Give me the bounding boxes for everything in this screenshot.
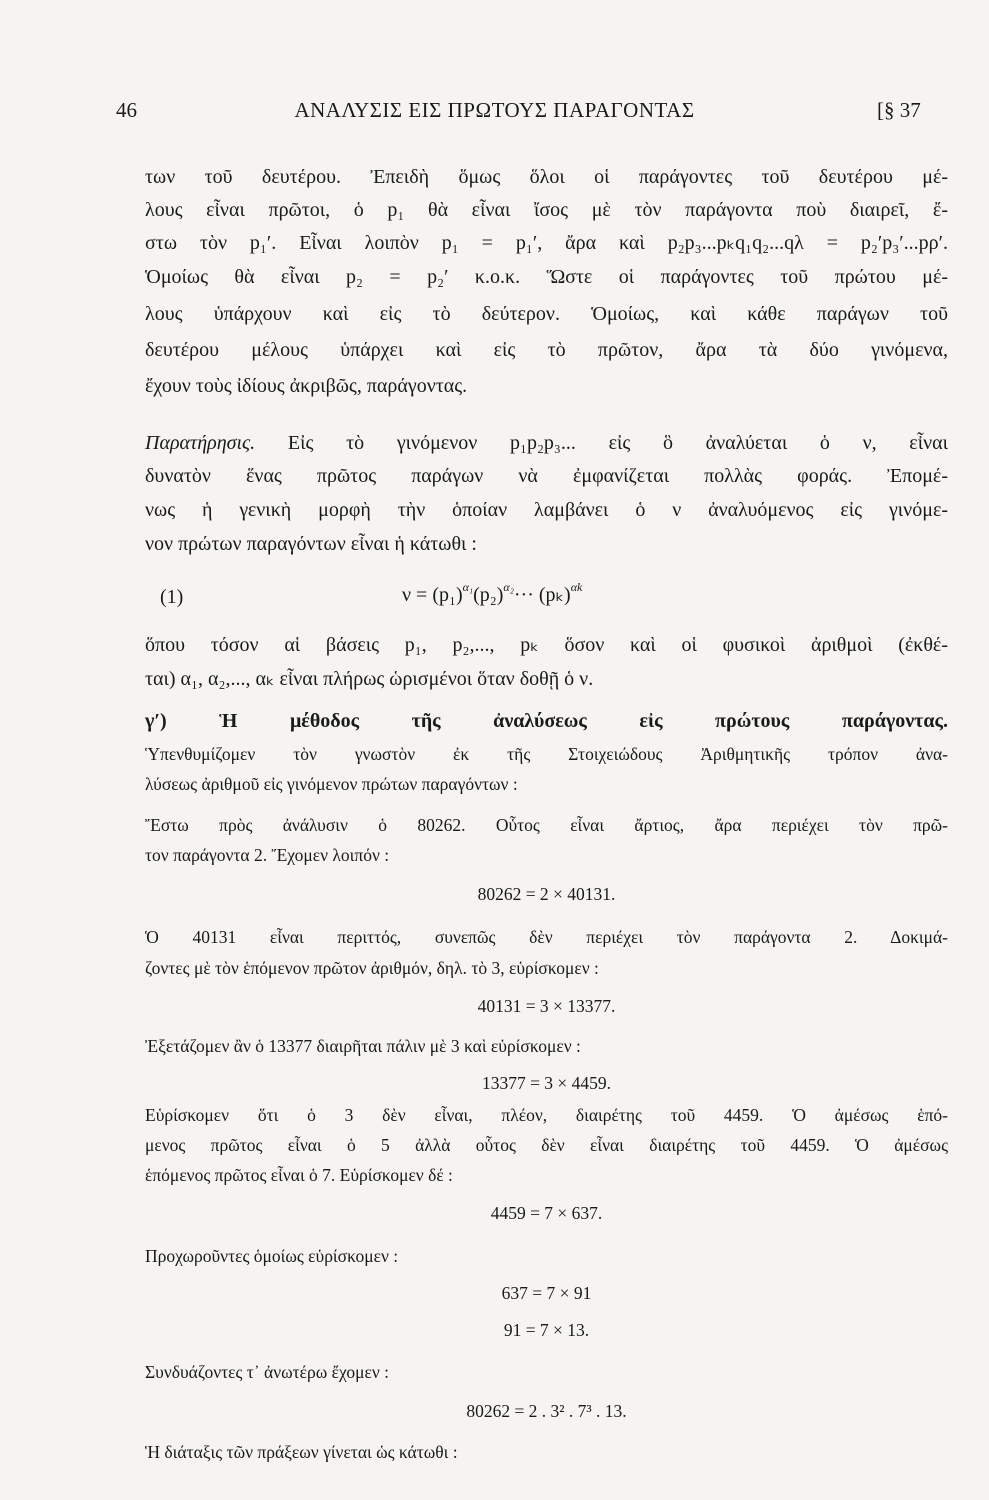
equation: 91 = 7 × 13. [503,1320,590,1340]
equation: 4459 = 7 × 637. [490,1203,603,1223]
section-heading [145,709,948,733]
equation: 80262 = 2 × 40131. [477,884,616,904]
equation: 637 = 7 × 91 [501,1283,592,1303]
text-line: λους ὑπάρχουν καὶ εἰς τὸ δεύτερον. Ὁμοίως, καὶ κάθε παράγων τοῦ [145,303,948,325]
text-line: Συνδυάζοντες τ᾿ ἀνωτέρω ἔχομεν : [145,1362,389,1382]
running-header [0,98,989,130]
formula-number: (1) [160,586,184,608]
formula-1 [160,580,948,612]
text-line: στω τὸν p₁′. Εἶναι λοιπὸν p₁ = p₁′, ἄρα καὶ p₂p₃...pₖq₁q₂...qλ = p₂′p₃′...pρ′. [145,232,948,254]
text-line: ἔχουν τοὺς ἰδίους ἀκριβῶς, παράγοντας. [145,375,468,397]
formula-term: (p₂) [473,584,504,606]
text-line: Προχωροῦντες ὁμοίως εὑρίσκομεν : [145,1246,399,1266]
page-number: 46 [116,98,137,122]
section-marker: [§ 37 [877,98,921,122]
text-line: ὅπου τόσον αἱ βάσεις p₁, p₂,..., pₖ ὅσον καὶ οἱ φυσικοὶ ἀριθμοὶ (ἐκθέ- [145,634,948,656]
formula-exponent: αk [570,580,583,594]
text-line: δυνατὸν ἕνας πρῶτος παράγων νὰ ἐμφανίζεται πολλὰς φοράς. Ἐπομέ- [145,465,948,487]
remark-label: Παρατήρησις. [145,432,256,454]
text-line: νον πρώτων παραγόντων εἶναι ἡ κάτωθι : [145,533,477,555]
formula-term: ν = (p₁) [402,584,463,606]
text-line: ται) α₁, α₂,..., αₖ εἶναι πλήρως ὡρισμένοι ὅταν δοθῇ ὁ ν. [145,668,594,690]
text-line: Ὁμοίως θὰ εἶναι p₂ = p₂′ κ.ο.κ. Ὥστε οἱ παράγοντες τοῦ πρώτου μέ- [145,266,948,288]
running-title: ΑΝΑΛΥΣΙΣ ΕΙΣ ΠΡΩΤΟΥΣ ΠΑΡΑΓΟΝΤΑΣ [294,98,695,122]
text-line: Ἔστω πρὸς ἀνάλυσιν ὁ 80262. Οὗτος εἶναι ἄρτιος, ἄρα περιέχει τὸν πρῶ- [145,815,948,835]
formula-expression [402,580,582,607]
formula-exponent: α₂ [503,580,514,594]
text-line: ζοντες μὲ τὸν ἑπόμενον πρῶτον ἀριθμόν, δηλ. τὸ 3, εὑρίσκομεν : [145,958,599,978]
equation: 40131 = 3 × 13377. [477,996,616,1016]
formula-term: ··· (pₖ) [513,584,571,606]
heading-text: γ′) Ἡ μέθοδος τῆς ἀναλύσεως εἰς πρώτους παράγοντας. [145,710,948,732]
equation: 13377 = 3 × 4459. [481,1073,612,1093]
text-line: λύσεως ἀριθμοῦ εἰς γινόμενον πρώτων παραγόντων : [145,774,518,794]
equation: 80262 = 2 . 3² . 7³ . 13. [466,1401,627,1421]
text-line: Ὁ 40131 εἶναι περιττός, συνεπῶς δὲν περιέχει τὸν παράγοντα 2. Δοκιμά- [145,927,948,947]
text-line: ἑπόμενος πρῶτος εἶναι ὁ 7. Εὑρίσκομεν δέ : [145,1165,453,1185]
text-line: μενος πρῶτος εἶναι ὁ 5 ἀλλὰ οὗτος δὲν εἶναι διαιρέτης τοῦ 4459. Ὁ ἀμέσως [145,1135,948,1155]
text-line: Ἡ διάταξις τῶν πράξεων γίνεται ὡς κάτωθι : [145,1442,458,1462]
text-line: τον παράγοντα 2. Ἔχομεν λοιπόν : [145,845,390,865]
text-line: Ἐξετάζομεν ἂν ὁ 13377 διαιρῆται πάλιν μὲ 3 καὶ εὑρίσκομεν : [145,1036,581,1056]
text-line: των τοῦ δευτέρου. Ἐπειδὴ ὅμως ὅλοι οἱ παράγοντες τοῦ δευτέρου μέ- [145,166,948,188]
text-line: νως ἡ γενικὴ μορφὴ τὴν ὁποίαν λαμβάνει ὁ ν ἀναλυόμενος εἰς γινόμε- [145,499,948,521]
formula-exponent: α₁ [462,580,474,594]
text-line: λους εἶναι πρῶτοι, ὁ p₁ θὰ εἶναι ἴσος μὲ τὸν παράγοντα ποὺ διαιρεῖ, ἔ- [145,199,948,221]
text-span: Εἰς τὸ γινόμενον p₁p₂p₃... εἰς ὃ ἀναλύεται ὁ ν, εἶναι [255,432,948,454]
text-line: δευτέρου μέλους ὑπάρχει καὶ εἰς τὸ πρῶτον, ἄρα τὰ δύο γινόμενα, [145,339,948,361]
text-line: Ὑπενθυμίζομεν τὸν γνωστὸν ἐκ τῆς Στοιχειώδους Ἀριθμητικῆς τρόπον ἀνα- [145,744,948,764]
remark-first-line [145,431,948,455]
text-line: Εὑρίσκομεν ὅτι ὁ 3 δὲν εἶναι, πλέον, διαιρέτης τοῦ 4459. Ὁ ἀμέσως ἑπό- [145,1105,948,1125]
